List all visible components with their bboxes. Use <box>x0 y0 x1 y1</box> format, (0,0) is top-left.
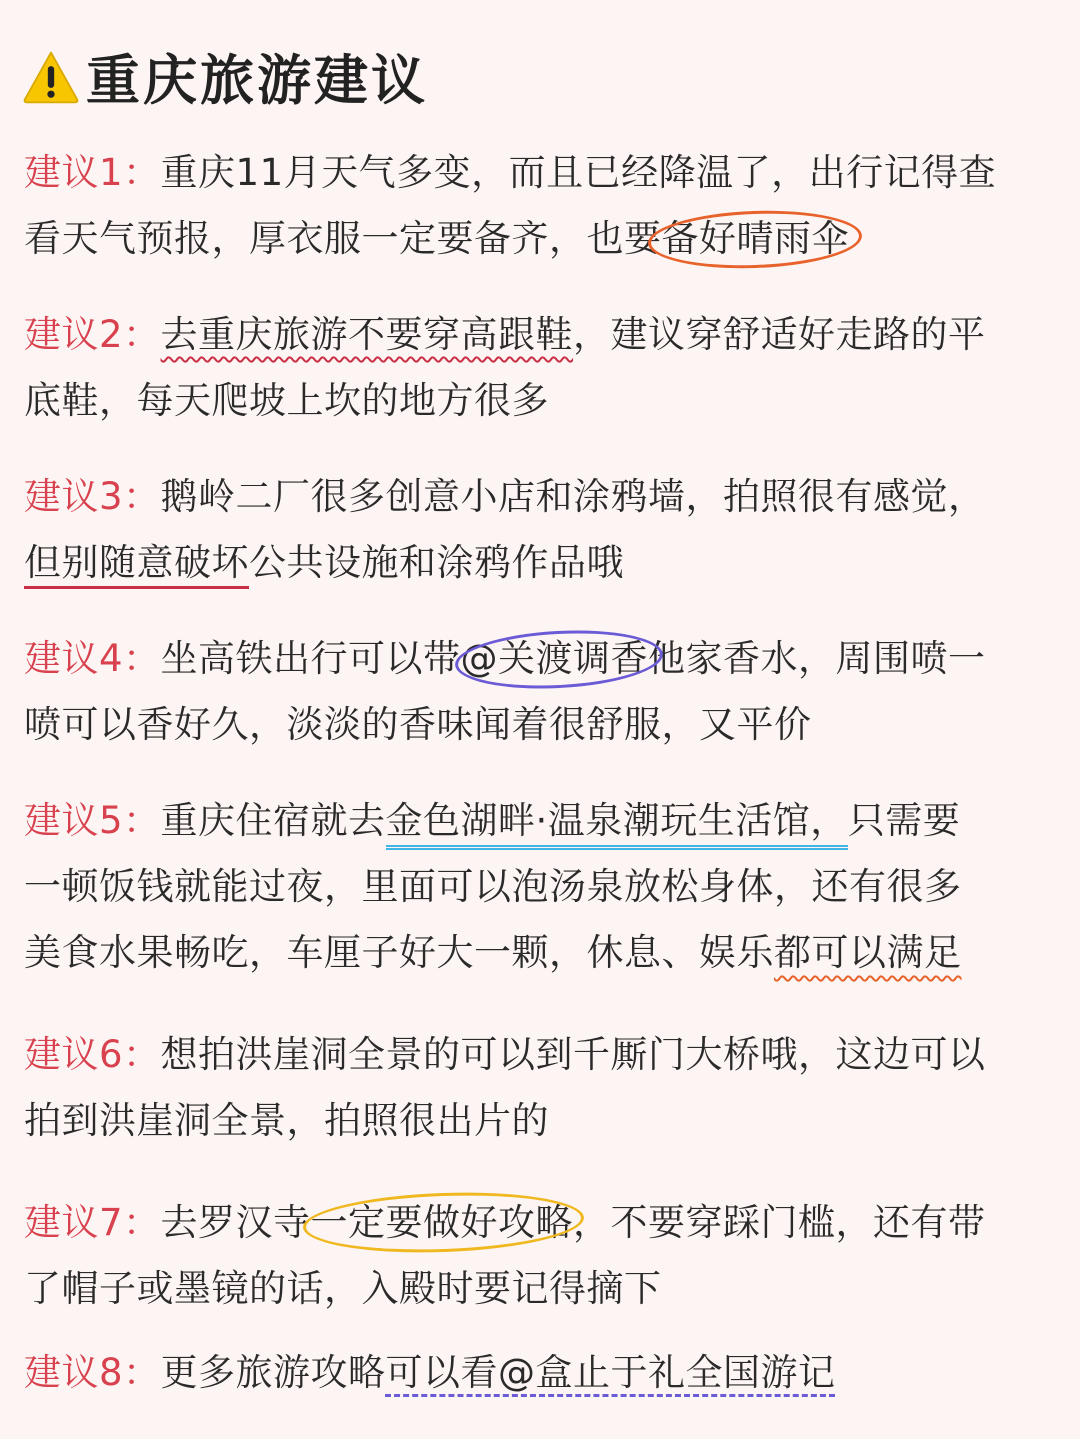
tip-text: 只需要 <box>847 799 961 842</box>
tip-label: 建议2： <box>24 313 161 356</box>
tip-text: 去罗汉寺 <box>160 1201 311 1244</box>
tip-line <box>24 302 1060 368</box>
tip-text: 鹅岭二厂很多创意小店和涂鸦墙，拍照很有感觉， <box>160 475 986 518</box>
tip-line <box>24 1022 1060 1088</box>
tip-line <box>24 1256 1060 1322</box>
tip-text: 重庆11月天气多变，而且已经降温了，出行记得查 <box>160 151 997 194</box>
tip-text: 坐高铁出行可以带 <box>160 637 461 680</box>
tip-text: 重庆住宿就去 <box>160 799 386 842</box>
tip-text: 更多旅游攻略 <box>160 1351 386 1394</box>
tip-text: ，不要穿踩门槛，还有带 <box>573 1201 986 1244</box>
tip-label: 建议6： <box>24 1033 161 1076</box>
tip-text: 想拍洪崖洞全景的可以到千厮门大桥哦，这边可以 <box>160 1033 986 1076</box>
tip-6 <box>24 1022 1060 1154</box>
tip-line <box>24 1088 1060 1154</box>
tip-line <box>24 1340 1060 1406</box>
tip-label: 建议1： <box>24 151 161 194</box>
tip-4 <box>24 626 1060 758</box>
tip-5 <box>24 788 1060 986</box>
tip-label: 建议7： <box>24 1201 161 1244</box>
tip-3 <box>24 464 1060 596</box>
mention-link[interactable]: 可以看@盒止于礼全国游记 <box>385 1351 836 1394</box>
tip-line <box>24 788 1060 854</box>
tip-7 <box>24 1190 1060 1322</box>
tip-8 <box>24 1340 1060 1406</box>
circled-mention: @关渡调香 <box>460 637 649 680</box>
underlined-text: 但别随意破坏 <box>24 541 249 589</box>
tip-text: 美食水果畅吃，车厘子好大一颗，休息、娱乐 <box>24 931 774 974</box>
tip-text: 了帽子或墨镜的话，入殿时要记得摘下 <box>24 1267 662 1310</box>
tip-line <box>24 626 1060 692</box>
tip-line <box>24 206 1060 272</box>
tip-label: 建议3： <box>24 475 161 518</box>
tip-1 <box>24 140 1060 272</box>
warning-icon <box>22 48 80 106</box>
tip-text: 看天气预报，厚衣服一定要备齐，也要 <box>24 217 662 260</box>
tip-line <box>24 464 1060 530</box>
underlined-text: 去重庆旅游不要穿高跟鞋 <box>160 313 574 356</box>
tip-text: 喷可以香好久，淡淡的香味闻着很舒服，又平价 <box>24 703 812 746</box>
title-text: 重庆旅游建议 <box>86 49 428 112</box>
tip-text: ，建议穿舒适好走路的平 <box>573 313 986 356</box>
tip-line <box>24 368 1060 434</box>
tip-text: 一顿饭钱就能过夜，里面可以泡汤泉放松身体，还有很多 <box>24 865 962 908</box>
underlined-text: 都可以满足 <box>774 931 962 974</box>
tip-label: 建议5： <box>24 799 161 842</box>
page-title <box>22 38 428 115</box>
tip-text: 公共设施和涂鸦作品哦 <box>249 541 624 584</box>
tip-text: 他家香水，周围喷一 <box>648 637 986 680</box>
tip-label: 建议4： <box>24 637 161 680</box>
tip-line <box>24 530 1060 596</box>
tip-line <box>24 1190 1060 1256</box>
underlined-text: 金色湖畔·温泉潮玩生活馆， <box>386 799 848 850</box>
tip-text: 底鞋，每天爬坡上坎的地方很多 <box>24 379 549 422</box>
tip-line <box>24 140 1060 206</box>
tip-line <box>24 920 1060 986</box>
circled-text: 备好晴雨伞 <box>661 217 849 260</box>
tip-2 <box>24 302 1060 434</box>
tip-line <box>24 692 1060 758</box>
tip-label: 建议8： <box>24 1351 161 1394</box>
tip-text: 拍到洪崖洞全景，拍照很出片的 <box>24 1099 549 1142</box>
tip-line <box>24 854 1060 920</box>
circled-text: 一定要做好攻略 <box>310 1201 574 1244</box>
